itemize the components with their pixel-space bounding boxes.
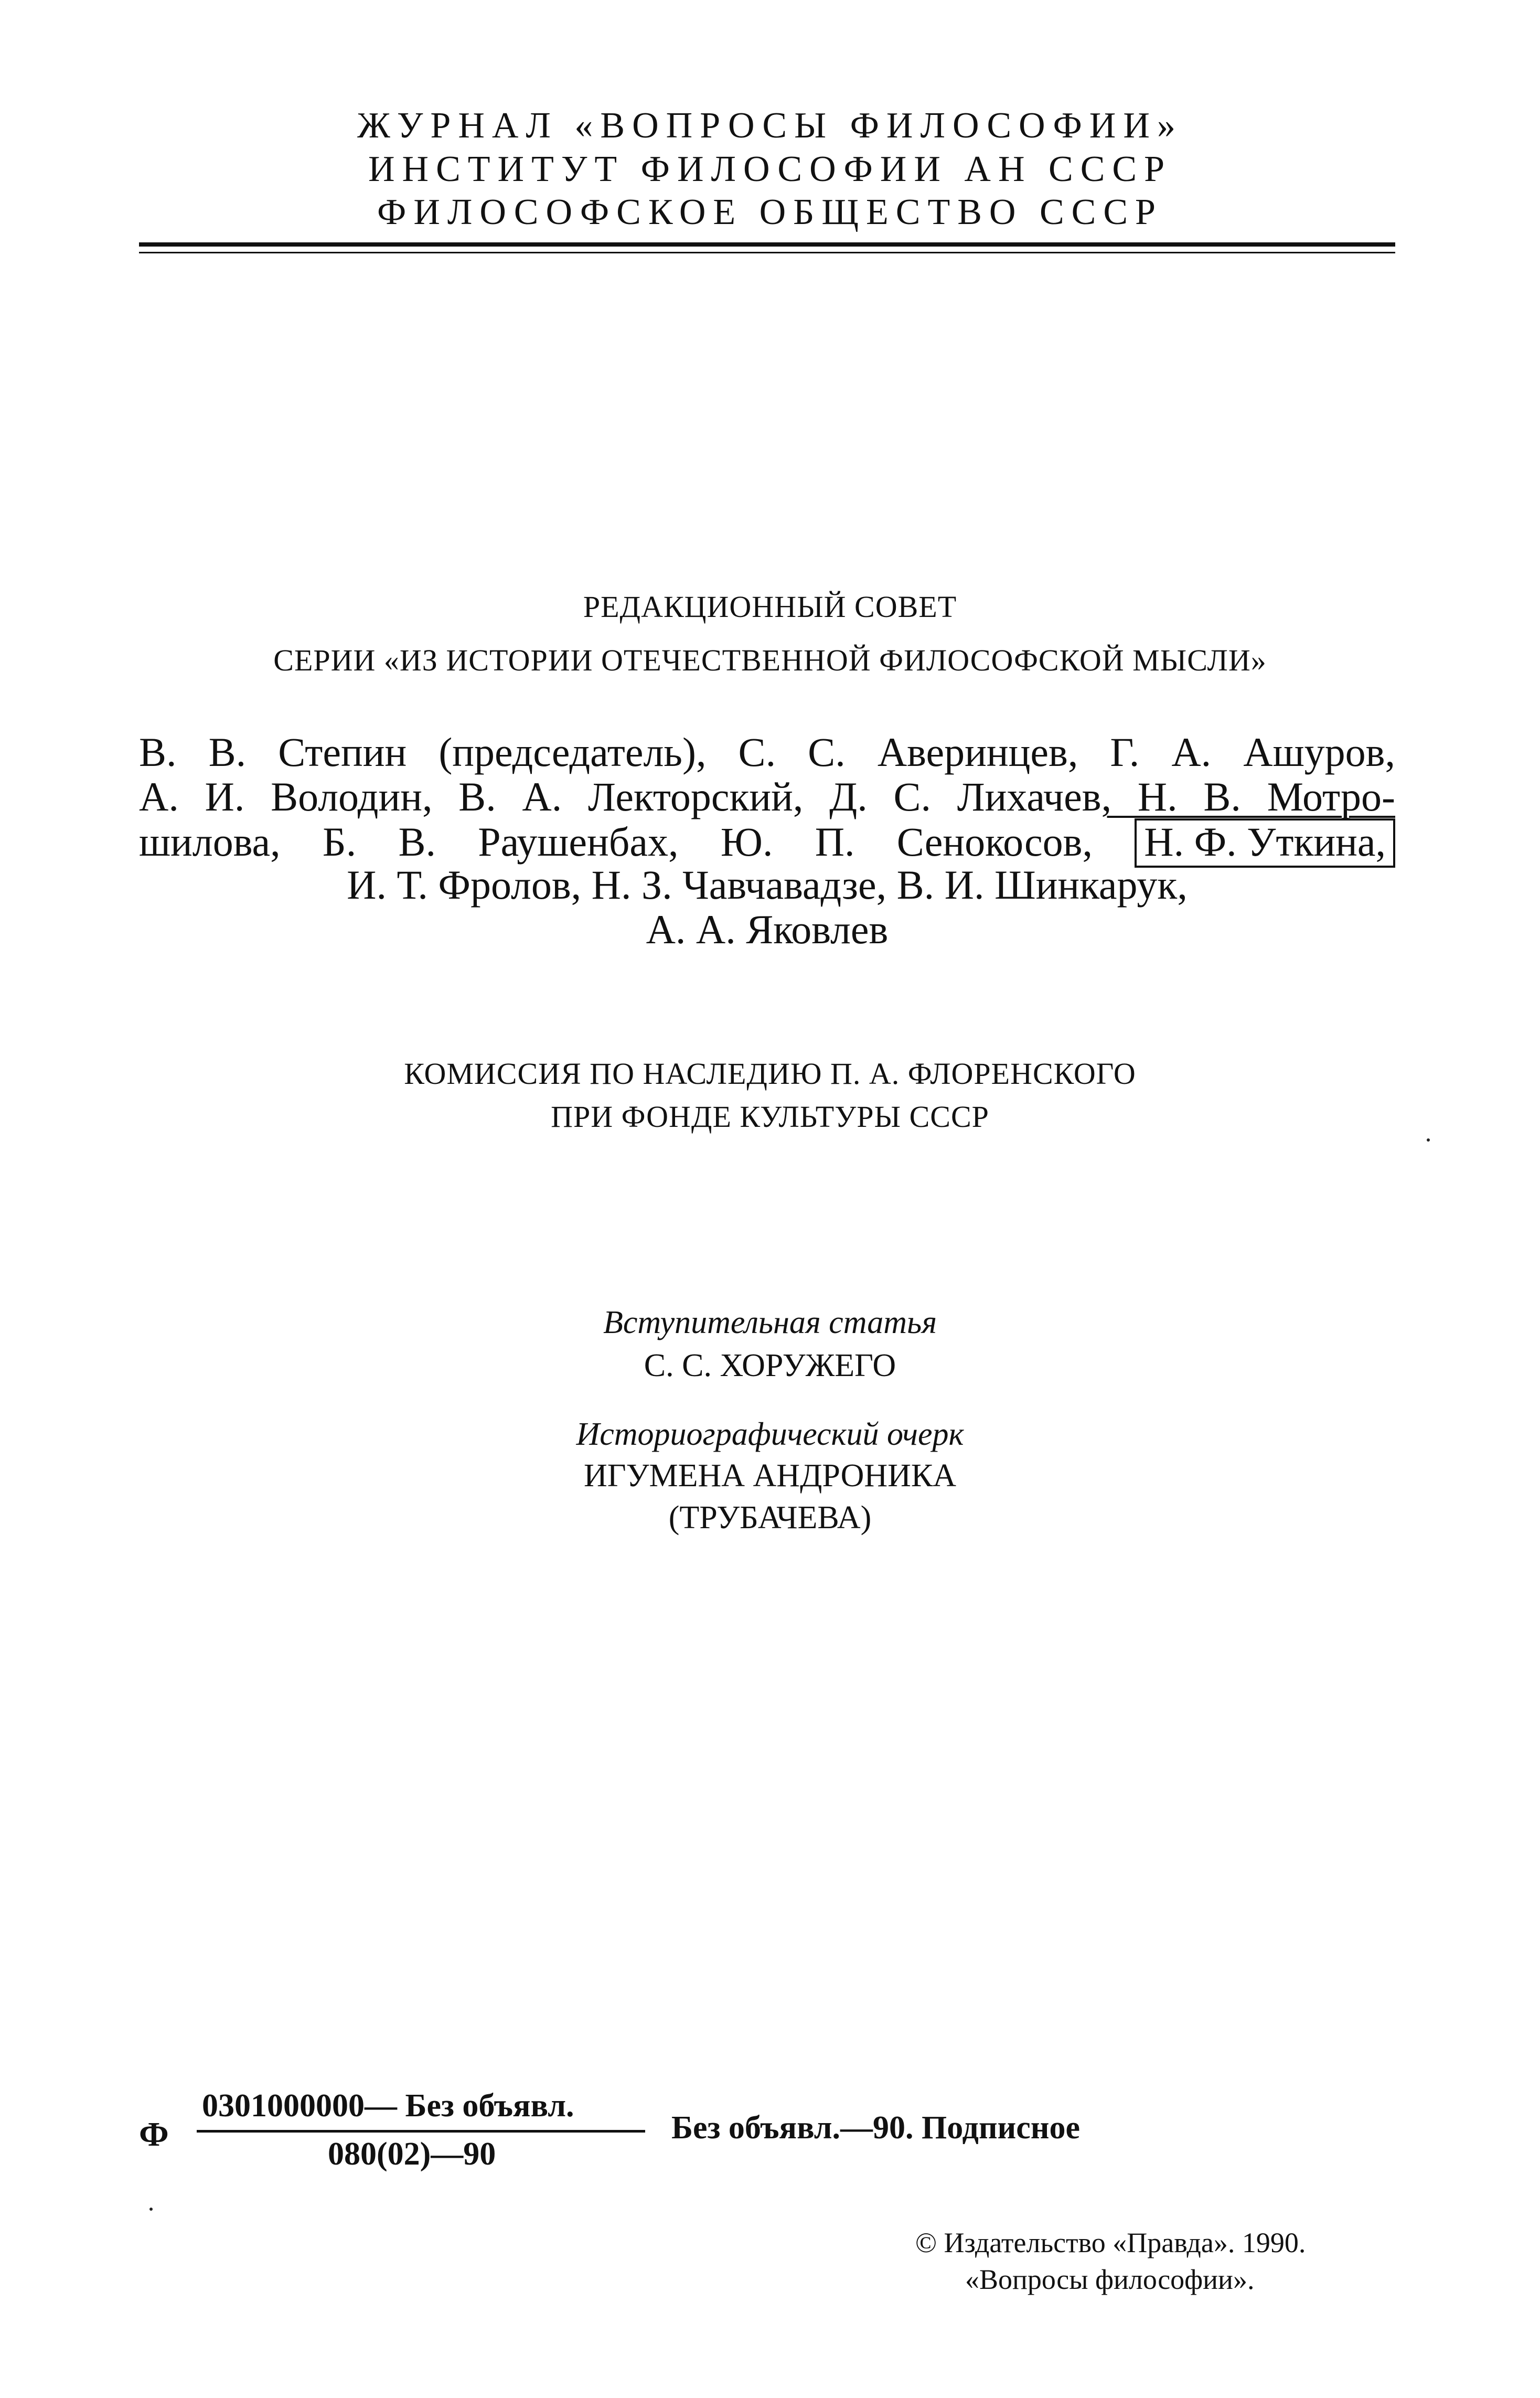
historiography-author-line-2: (ТРУБАЧЕВА) <box>668 1500 872 1536</box>
council-line-2-text: А. И. Володин, В. А. Лекторский, Д. С. Лихачев <box>139 774 1101 819</box>
copyright-publisher: © Издательство «Правда». 1990. <box>915 2227 1306 2258</box>
header-institute: ИНСТИТУТ ФИЛОСОФИИ АН СССР <box>368 149 1172 189</box>
council-heading: РЕДАКЦИОННЫЙ СОВЕТ <box>583 590 957 624</box>
commission-line-1: КОМИССИЯ ПО НАСЛЕДИЮ П. А. ФЛОРЕНСКОГО <box>404 1057 1136 1091</box>
header-rule-thin <box>139 252 1395 253</box>
scan-speck <box>1427 1138 1430 1142</box>
council-line-3-text: шилова, Б. В. Раушенбах, Ю. П. Сенокосов, <box>139 819 1093 865</box>
historiography-essay-label: Историографический очерк <box>576 1416 964 1452</box>
commission-line-2: ПРИ ФОНДЕ КУЛЬТУРЫ СССР <box>551 1100 989 1134</box>
council-members-line-4: И. Т. Фролов, Н. З. Чавчавадзе, В. И. Шинкарук, <box>347 862 1188 908</box>
council-line-2-underlined: , Н. В. Мотро- <box>1101 774 1395 819</box>
council-series-heading: СЕРИИ «ИЗ ИСТОРИИ ОТЕЧЕСТВЕННОЙ ФИЛОСОФСКОЙ МЫСЛИ» <box>273 643 1267 677</box>
copyright-journal: «Вопросы философии». <box>965 2264 1255 2295</box>
header-rule-thick <box>139 242 1395 247</box>
intro-article-label: Вступительная статья <box>603 1305 937 1340</box>
council-members-line-5: А. А. Яковлев <box>646 907 889 952</box>
header-journal: ЖУРНАЛ «ВОПРОСЫ ФИЛОСОФИИ» <box>357 105 1183 146</box>
imprint-numerator: 0301000000— Без объявл. <box>202 2088 574 2124</box>
imprint-tail: Без объявл.—90. Подписное <box>671 2110 1081 2146</box>
historiography-author-line-1: ИГУМЕНА АНДРОНИКА <box>583 1458 957 1494</box>
council-members-line-3 <box>139 818 1395 868</box>
imprint-fraction-bar <box>197 2130 645 2133</box>
scan-speck <box>149 2208 153 2211</box>
intro-article-author: С. С. ХОРУЖЕГО <box>644 1348 896 1383</box>
boxed-name: Н. Ф. Уткина, <box>1135 818 1395 868</box>
council-members-line-2 <box>139 776 1395 817</box>
imprint-symbol: Ф <box>139 2115 169 2154</box>
council-members-line-1: В. В. Степин (председатель), С. С. Аверинцев, Г. А. Ашуров, <box>139 729 1395 775</box>
header-society: ФИЛОСОФСКОЕ ОБЩЕСТВО СССР <box>377 192 1163 232</box>
imprint-denominator: 080(02)—90 <box>328 2136 496 2172</box>
